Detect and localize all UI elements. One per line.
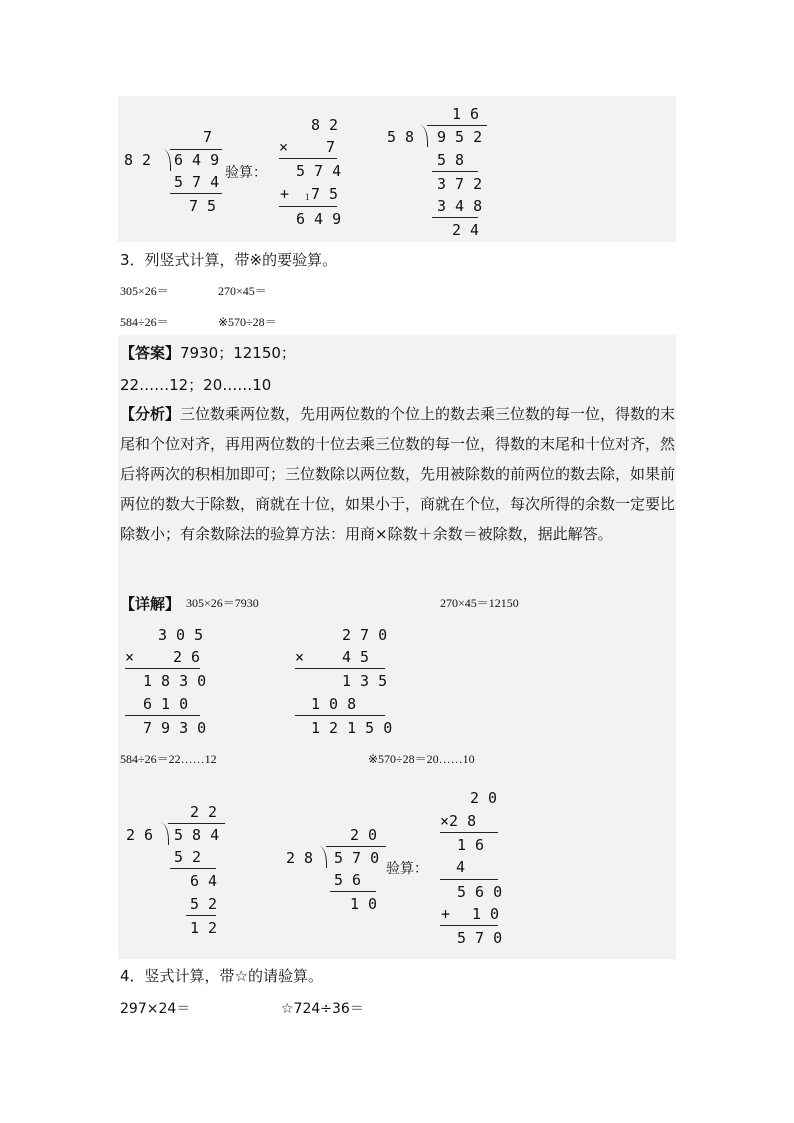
mulB-line2 bbox=[295, 715, 385, 716]
divA-bar bbox=[168, 823, 225, 824]
div1-quotient: 7 bbox=[203, 128, 213, 146]
mulB-p2: 1 0 8 bbox=[311, 695, 357, 713]
div2-step2: 3 7 2 bbox=[437, 175, 483, 193]
mul1-line1 bbox=[279, 158, 337, 159]
divB-quotient: 2 0 bbox=[350, 826, 378, 844]
mul1-partial: 5 7 4 bbox=[296, 162, 342, 180]
div2-step1: 5 8 bbox=[437, 151, 465, 169]
mulA-line2 bbox=[125, 715, 200, 716]
answer-values-1: 7930；12150； bbox=[180, 344, 296, 362]
q3-problem-4: ※570÷28＝ bbox=[218, 315, 277, 329]
divA-dividend: 5 8 4 bbox=[174, 826, 220, 844]
divB-dividend: 5 7 0 bbox=[334, 849, 380, 867]
detail-label: 【详解】 bbox=[120, 595, 181, 613]
div2-remainder: 2 4 bbox=[452, 221, 480, 239]
detail-eq2: 270×45＝12150 bbox=[440, 596, 519, 610]
analysis-text: 三位数乘两位数，先用两位数的个位上的数去乘三位数的每一位，得数的末尾和个位对齐，再用两位数的十位去乘三位数的每一位，得数的末尾和十位对齐，然后将两次的积相加即可；三位数除以两位数，先用被除数的前两位的数去除，如果前两位的数大于除数，商就在十位，如果小于，商就在个位，每次所得的余数一定要比除数小；有余数除法的验算方法：用商×除数＋余数＝被除数，据此解答。 bbox=[120, 405, 676, 543]
mulA-line1 bbox=[125, 668, 200, 669]
mulB-multiplier: 4 5 bbox=[342, 648, 370, 666]
divA-quotient: 2 2 bbox=[190, 803, 218, 821]
q3-heading: 3．列竖式计算，带※的要验算。 bbox=[120, 251, 338, 269]
chk-p1: 1 6 bbox=[457, 836, 485, 854]
div2-divisor: 5 8 bbox=[387, 128, 415, 146]
mul1-result: 6 4 9 bbox=[296, 210, 342, 228]
q4-heading: 4．竖式计算，带☆的请验算。 bbox=[120, 967, 323, 985]
divB-bar bbox=[326, 846, 386, 847]
chk-line1 bbox=[440, 832, 498, 833]
divA-s2: 6 4 bbox=[190, 872, 218, 890]
mulA-p2: 6 1 0 bbox=[143, 695, 189, 713]
analysis-paragraph bbox=[120, 399, 680, 549]
div2-line1 bbox=[432, 171, 478, 172]
chk-line2 bbox=[440, 879, 498, 880]
mul1-addend: 7 5 bbox=[311, 185, 339, 203]
divA-s3: 5 2 bbox=[190, 895, 218, 913]
mul1-times: × bbox=[279, 138, 289, 156]
q3-problem-3: 584÷26＝ bbox=[120, 315, 169, 329]
mulB-p1: 1 3 5 bbox=[342, 672, 388, 690]
q3-problem-2: 270×45＝ bbox=[218, 284, 267, 298]
mulA-multiplier: 2 6 bbox=[173, 648, 201, 666]
chk-plus: + bbox=[441, 905, 451, 923]
chk-sum: 5 6 0 bbox=[457, 883, 503, 901]
answer-line-2: 22……12；20……10 bbox=[120, 376, 272, 394]
q3-problem-1: 305×26＝ bbox=[120, 284, 169, 298]
div1-bar bbox=[170, 149, 222, 150]
mul1-top: 8 2 bbox=[311, 116, 339, 134]
chk-addend: 1 0 bbox=[472, 905, 500, 923]
mulA-top: 3 0 5 bbox=[158, 626, 204, 644]
divB-remainder: 1 0 bbox=[350, 895, 378, 913]
div1-line bbox=[170, 193, 222, 194]
div2-quotient: 1 6 bbox=[452, 105, 480, 123]
divA-s1: 5 2 bbox=[174, 848, 202, 866]
div1-remainder: 7 5 bbox=[189, 197, 217, 215]
mul1-plus: + bbox=[280, 185, 290, 203]
q4-problem-2: ☆724÷36＝ bbox=[281, 1001, 364, 1017]
mul1-line2 bbox=[279, 206, 337, 207]
mul1-multiplier: 7 bbox=[326, 138, 336, 156]
answer-label: 【答案】 bbox=[120, 344, 181, 362]
mulA-p1: 1 8 3 0 bbox=[143, 672, 207, 690]
divA-divisor: 2 6 bbox=[126, 826, 154, 844]
mulB-result: 1 2 1 5 0 bbox=[311, 719, 393, 737]
div2-step3: 3 4 8 bbox=[437, 197, 483, 215]
detail-eq1: 305×26＝7930 bbox=[186, 596, 259, 610]
mulB-top: 2 7 0 bbox=[342, 626, 388, 644]
mulB-times: × bbox=[295, 648, 305, 666]
mulA-result: 7 9 3 0 bbox=[143, 719, 207, 737]
divB-line1 bbox=[330, 891, 376, 892]
div1-divisor: 8 2 bbox=[124, 151, 152, 169]
calc-block-shade bbox=[118, 96, 676, 242]
chk-result: 5 7 0 bbox=[457, 929, 503, 947]
mulB-line1 bbox=[295, 668, 385, 669]
mul1-carry: 1 bbox=[305, 192, 310, 202]
div1-dividend: 6 4 9 bbox=[174, 151, 220, 169]
check-label-detail: 验算： bbox=[386, 861, 428, 877]
divB-divisor: 2 8 bbox=[286, 849, 314, 867]
div2-dividend: 9 5 2 bbox=[437, 128, 483, 146]
div2-line2 bbox=[432, 217, 478, 218]
divA-line2 bbox=[186, 915, 216, 916]
chk-mult: ×2 8 bbox=[440, 812, 477, 830]
check-label-top: 验算： bbox=[225, 165, 267, 181]
detail-eq4: ※570÷28＝20……10 bbox=[368, 752, 475, 766]
mulA-times: × bbox=[125, 648, 135, 666]
chk-p2: 4 bbox=[456, 858, 466, 876]
divA-line1 bbox=[170, 868, 216, 869]
div2-bar bbox=[427, 125, 487, 126]
chk-top: 2 0 bbox=[470, 789, 498, 807]
answer-line-1 bbox=[120, 342, 296, 363]
chk-line3 bbox=[440, 925, 498, 926]
divB-s1: 5 6 bbox=[334, 871, 362, 889]
analysis-label: 【分析】 bbox=[120, 405, 181, 423]
q4-problem-1: 297×24＝ bbox=[120, 1001, 191, 1017]
divA-remainder: 1 2 bbox=[190, 919, 218, 937]
detail-eq3: 584÷26＝22……12 bbox=[120, 752, 217, 766]
div1-product: 5 7 4 bbox=[174, 173, 220, 191]
